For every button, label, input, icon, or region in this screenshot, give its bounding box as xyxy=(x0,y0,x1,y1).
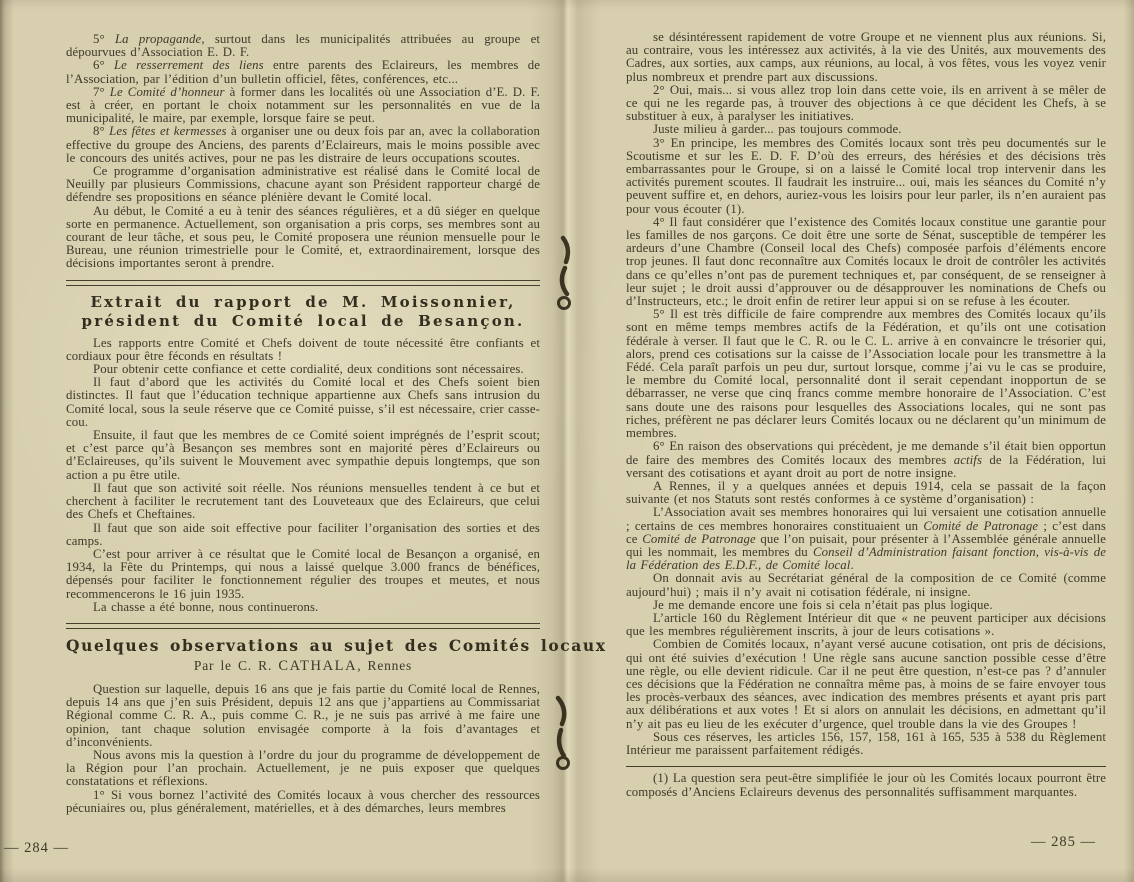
section-divider-rule xyxy=(66,623,540,629)
left-page xyxy=(66,32,607,815)
paragraph: Nous avons mis la question à l’ordre du jour du programme de développement de la Région pour l’an prochain. Actuellement, je ne puis exposer que quelques constatations et réflexions. xyxy=(66,747,540,789)
paragraph: Juste milieu à garder... pas toujours commode. xyxy=(653,122,902,137)
moissonnier-report-paragraphs xyxy=(66,337,540,614)
binding-stitch-bottom xyxy=(558,698,569,769)
paragraph: 6° Le resserrement des liens entre parents des Eclaireurs, les membres de l’Association, par l’édition d’un bulletin officiel, fêtes, conférences, etc... xyxy=(66,58,540,86)
left-page-continuation xyxy=(66,33,540,271)
paragraph: Ce programme d’organisation administrative est réalisé dans le Comité local de Neuilly par plusieurs Commissions, chacune ayant son Président rapporteur chargé de défendre ses propositions en séance plénière devant le Comité local. xyxy=(66,164,540,205)
paragraph: 8° Les fêtes et kermesses à organiser une ou deux fois par an, avec la collaboration effective du groupe des Anciens, des parents d’Eclaireurs, mais le moins possible avec le concours des unités actives, pour ne pas les distraire de leurs occupations scoutes. xyxy=(66,124,540,165)
paragraph: 1° Si vous bornez l’activité des Comités locaux à vous chercher des ressources pécuniaires ou, plus généralement, matérielles, et à des démarches, leurs membres xyxy=(66,787,540,815)
binding-stitches xyxy=(543,0,587,882)
paragraph: Pour obtenir cette confiance et cette cordialité, deux conditions sont nécessaires. xyxy=(93,362,524,377)
paragraph: Il faut que son aide soit effective pour faciliter l’organisation des sorties et des camps. xyxy=(66,520,540,548)
heading-line-2: président du Comité local de Besançon. xyxy=(81,311,525,330)
byline xyxy=(66,658,540,675)
footnote: (1) La question sera peut-être simplifiée le jour où les Comités locaux pourront être composés d’Anciens Eclaireurs devenus des personnalités suffisamment marquantes. xyxy=(626,771,1106,799)
paragraph: Il faut que son activité soit réelle. Nos réunions mensuelles tendent à ce but et cherchent à faciliter le recrutement tant des Louveteaux que des Eclaireurs, que celui des Chefs et Cheftaines. xyxy=(66,480,540,522)
paragraph: 2° Oui, mais... si vous allez trop loin dans cette voie, ils en arrivent à se mêler de ce qui ne les regarde pas, à trouver des objections à ce que décident les Chefs, à se substituer à eux, à paralyser les initiatives. xyxy=(626,82,1106,124)
paragraph: Ensuite, il faut que les membres de ce Comité soient imprégnés de l’esprit scout; et c’est parce qu’à Besançon ses membres sont en majorité pères d’Eclaireurs ou d’Eclaireuses, qu’ils suivent le Mouvement avec sympathie depuis longtemps, que son action a pu être utile. xyxy=(66,428,540,482)
section-heading-moissonnier xyxy=(66,293,540,331)
paragraph: 5° Il est très difficile de faire comprendre aux membres des Comités locaux qu’ils sont en même temps membres actifs de la Fédération, et qu’ils ont une cotisation fédérale à verser. Il faut que le C. R. ou le C. L. arrive à en convaincre le trésorier qui, alors, prend ces cotisations sur la caisse de l’Association locale pour les transmettre à la Fédé. Cela paraît parfois un peu dur, surtout lorsque, comme j’ai vu le cas se produire, le membre du Comité local, personnalité dont il serait cependant inopportun de se débarrasser, ne verse que cinq francs comme membre honoraire de l’Association. C’est sans doute une des raisons pour lesquelles des Associations locales, qui ne sont pas riches, préfèrent ne pas déclarer leurs Comités locaux ou ne déclarent qu’un minimum de membres. xyxy=(626,307,1106,441)
paragraph: Je me demande encore une fois si cela n’était pas plus logique. xyxy=(653,597,993,612)
page-number-left: — 284 — xyxy=(4,840,69,856)
paragraph: 3° En principe, les membres des Comités locaux sont très peu documentés sur le Scoutisme et sur les E. D. F. D’où des erreurs, des hérésies et des décisions très embarrassantes pour le Groupe, si on a laissé le Comité local trop intervenir dans les activités purement scoutes. Il faudrait les instruire... oui, mais les séances du Comité n’y peuvent suffire et, en dehors, auriez-vous les loisirs pour leur parler, ils n’en auraient pas pour vous écouter (1). xyxy=(626,135,1106,216)
page-number-right: — 285 — xyxy=(1031,834,1096,850)
heading-line-1: Extrait du rapport de M. Moissonnier, xyxy=(90,292,516,311)
paragraph: 4° Il faut considérer que l’existence des Comités locaux constitue une garantie pour les familles de nos garçons. Ce doit être une sorte de Sénat, susceptible de tempérer les ardeurs d’une Chambre (Conseil local des Chefs) composée parfois d’éléments encore trop jeunes. Il faut donc reconnaître aux Comités locaux le droit de contrôler les activités dans ce qu’elles n’ont pas de purement techniques et, par conséquent, de se renseigner à leur sujet ; le droit aussi d’approuver ou de désapprouver les nominations de Chefs ou d’Instructeurs, etc.; le droit enfin de retirer leur appui si on se refuse à les écouter. xyxy=(626,214,1106,309)
binding-stitch-top xyxy=(559,238,570,309)
paragraph: L’Association avait ses membres honoraires qui lui versaient une cotisation annuelle ; certains de ces membres honoraires constituaient un Comité de Patronage ; c’est dans ce Comité de Patronage que l’on puisait, pour présenter à l’Assemblée générale annuelle qui les nommait, les membres du Conseil d’Administration faisant fonction, vis-à-vis de la Fédération des E.D.F., de Comité local. xyxy=(626,505,1107,573)
section-divider-rule xyxy=(66,280,540,286)
paragraph: Question sur laquelle, depuis 16 ans que je fais partie du Comité local de Rennes, depuis 14 ans que j’en suis Président, depuis 12 ans que j’appartiens au Commissariat Régional comme C. R. A., puis comme C. R., je ne suis pas arrivé à me faire une opinion, tant chaque solution envisagée comporte à la fois d’avantages et d’inconvénients. xyxy=(66,681,540,749)
byline-pre: Par le C. R. xyxy=(193,657,279,673)
footnote-separator-rule xyxy=(626,766,1106,767)
cathala-article-paragraphs xyxy=(66,683,540,815)
paragraph: Sous ces réserves, les articles 156, 157, 158, 161 à 165, 535 à 538 du Règlement Intérieur me paraissent parfaitement rédigés. xyxy=(626,729,1106,757)
paragraph: Il faut d’abord que les activités du Comité local et des Chefs soient bien distinctes. Il faut que l’éducation technique appartienne aux Chefs sans intrusion du Comité local, sous la seule réserve que ce Comité puisse, s’il est nécessaire, crier casse-cou. xyxy=(66,375,541,429)
right-page xyxy=(626,31,1106,799)
paragraph: A Rennes, il y a quelques années et depuis 1914, cela se passait de la façon suivante (et nos Statuts sont restés conformes à ce système d’organisation) : xyxy=(626,478,1106,507)
section-heading-cathala: Quelques observations au sujet des Comités locaux xyxy=(66,635,607,655)
paragraph: 5° La propagande, surtout dans les municipalités attribuées au groupe et dépourvues d’Association E. D. F. xyxy=(66,32,541,60)
paragraph: Les rapports entre Comité et Chefs doivent de toute nécessité être confiants et cordiaux pour être féconds en résultats ! xyxy=(66,335,540,363)
byline-author-name: CATHALA xyxy=(278,657,358,674)
paragraph: 6° En raison des observations qui précèdent, je me demande s’il était bien opportun de faire des membres des Comités locaux des membres actifs de la Fédération, lui versant des cotisations et ayant droit au port de notre insigne. xyxy=(626,439,1106,480)
paragraph: Au début, le Comité a eu à tenir des séances régulières, et a dû siéger en quelque sorte en permanence. Actuellement, son organisation a pris corps, ses membres sont au courant de leur tâche, et sous peu, le Comité proposera une réunion mensuelle pour le Bureau, une réunion trimestrielle pour le Comité, et, extraordinairement, lorsque des décisions importantes seront à prendre. xyxy=(66,203,540,271)
paragraph: C’est pour arriver à ce résultat que le Comité local de Besançon a organisé, en 1934, la Fête du Printemps, qui nous a laissé quelque 3.000 francs de bénéfices, dépensés pour faciliter le fonctionnement régulier des troupes et meutes, et nous recommencerons le 16 juin 1935. xyxy=(66,546,540,601)
paragraph: La chasse a été bonne, nous continuerons. xyxy=(93,599,319,614)
right-page-paragraphs xyxy=(626,31,1106,757)
paragraph: L’article 160 du Règlement Intérieur dit que « ne peuvent participer aux décisions que les membres régulièrement inscrits, à jour de leurs cotisations ». xyxy=(626,610,1106,639)
paragraph: se désintéressent rapidement de votre Groupe et ne viennent plus aux réunions. Si, au contraire, vous les intéressez aux activités, à la vie des Unités, aux mouvements des Cadres, aux sorties, aux camps, aux réunions, au local, à vos fêtes, vous les voyez venir plus nombreux et prendre part aux discussions. xyxy=(626,30,1106,84)
byline-post: , Rennes xyxy=(357,657,413,673)
paragraph: 7° Le Comité d’honneur à former dans les localités où une Association d’E. D. F. est à créer, en portant le choix notamment sur les personnalités en vue de la municipalité, le maire, par exemple, lorsque faire se peut. xyxy=(66,84,540,126)
paragraph: Combien de Comités locaux, n’ayant versé aucune cotisation, ont pris de décisions, qui ont été suivies d’exécution ! Une règle sans aucune sanction possible cesse d’être une règle, ou elle devient ridicule. Car il ne peut être question, n’est-ce pas ? d’annuler ces décisions que la Fédération ne connaîtra même pas, à moins de se faire envoyer tous les procès-verbaux des séances, avec indication des membres présents et ayant pris part aux délibérations et aux votes ! Et si alors on annulait les décisions, en admettant qu’il n’y ait pas eu lieu de les exécuter d’urgence, quel trouble dans la vie des Groupes ! xyxy=(626,637,1106,731)
paragraph: On donnait avis au Secrétariat général de la composition de ce Comité (comme aujourd’hui) ; mais il n’y avait ni cotisation fédérale, ni insigne. xyxy=(626,571,1106,599)
